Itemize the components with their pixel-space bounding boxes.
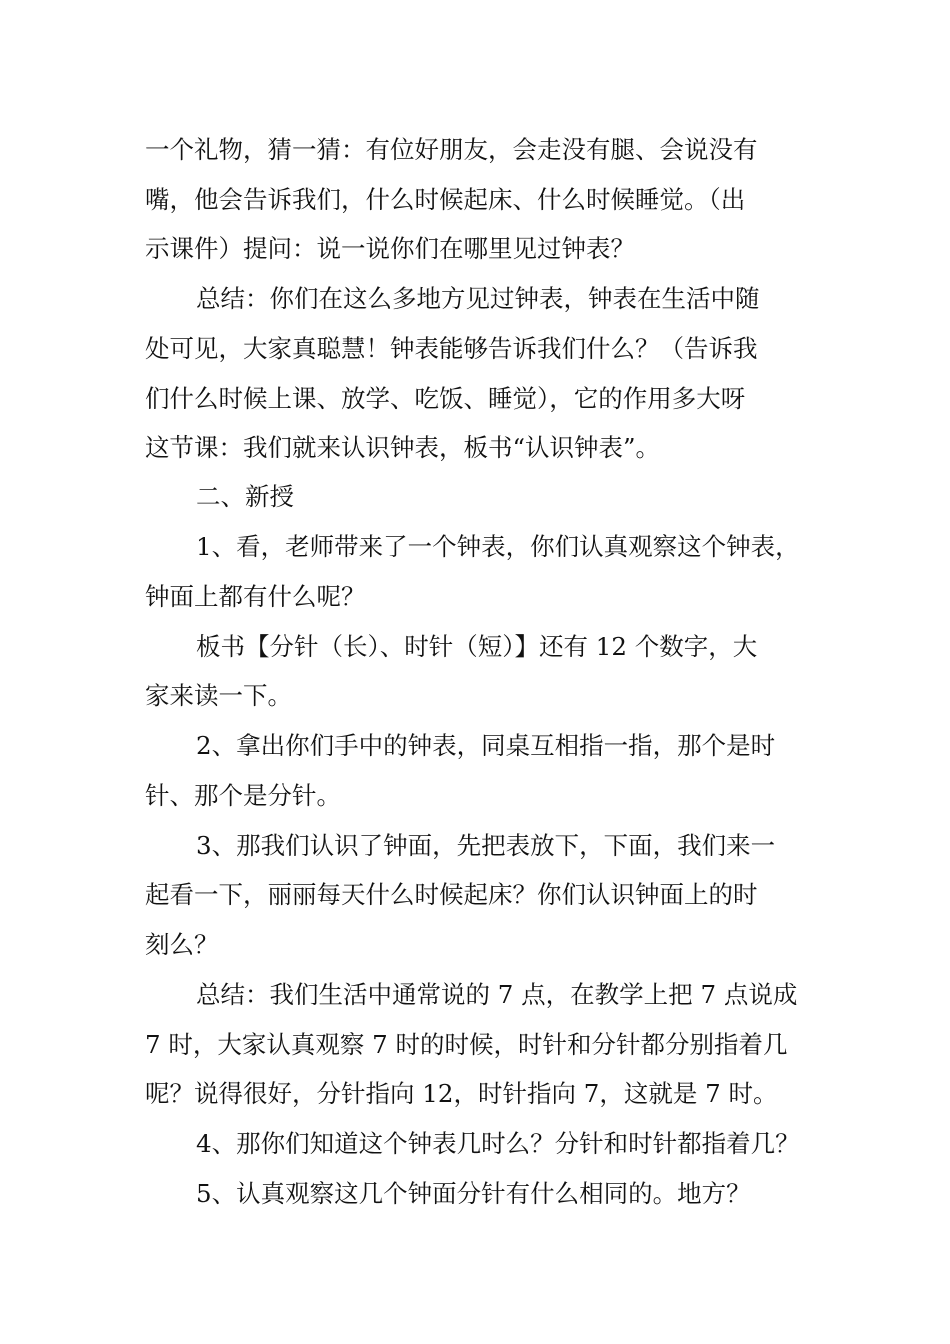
paragraph-start: 5、认真观察这几个钟面分针有什么相同的。地方？	[196, 1179, 751, 1208]
text-line: 处可见，大家真聪慧！钟表能够告诉我们什么？（告诉我	[145, 334, 758, 363]
text-line: 刻么？	[145, 930, 219, 959]
text-line: 7 时，大家认真观察 7 时的时候，时针和分针都分别指着几	[145, 1030, 788, 1059]
text-line: 嘴，他会告诉我们，什么时候起床、什么时候睡觉。（出	[145, 185, 746, 214]
paragraph-start: 4、那你们知道这个钟表几时么？分针和时针都指着几？	[196, 1129, 800, 1158]
paragraph-start: 板书【分针（长）、时针（短）】还有 12 个数字，大	[196, 632, 758, 661]
paragraph-start: 总结：你们在这么多地方见过钟表，钟表在生活中随	[196, 284, 760, 313]
text-line: 钟面上都有什么呢？	[145, 582, 366, 611]
text-line: 一个礼物，猜一猜：有位好朋友，会走没有腿、会说没有	[145, 135, 758, 164]
text-line: 家来读一下。	[145, 681, 292, 710]
text-line: 起看一下，丽丽每天什么时候起床？你们认识钟面上的时	[145, 880, 758, 909]
text-line: 针、那个是分针。	[145, 781, 341, 810]
paragraph-start: 总结：我们生活中通常说的 7 点，在教学上把 7 点说成	[196, 980, 798, 1009]
paragraph-start: 2、拿出你们手中的钟表，同桌互相指一指，那个是时	[196, 731, 776, 760]
section-heading: 二、新授	[196, 482, 294, 511]
paragraph-start: 1、看，老师带来了一个钟表，你们认真观察这个钟表，	[196, 532, 800, 561]
text-line: 这节课：我们就来认识钟表，板书“认识钟表”。	[145, 433, 661, 462]
paragraph-start: 3、那我们认识了钟面，先把表放下，下面，我们来一	[196, 831, 776, 860]
text-line: 呢？说得很好，分针指向 12，时针指向 7，这就是 7 时。	[145, 1079, 778, 1108]
text-line: 们什么时候上课、放学、吃饭、睡觉），它的作用多大呀	[145, 384, 746, 413]
text-line: 示课件）提问：说一说你们在哪里见过钟表？	[145, 234, 635, 263]
